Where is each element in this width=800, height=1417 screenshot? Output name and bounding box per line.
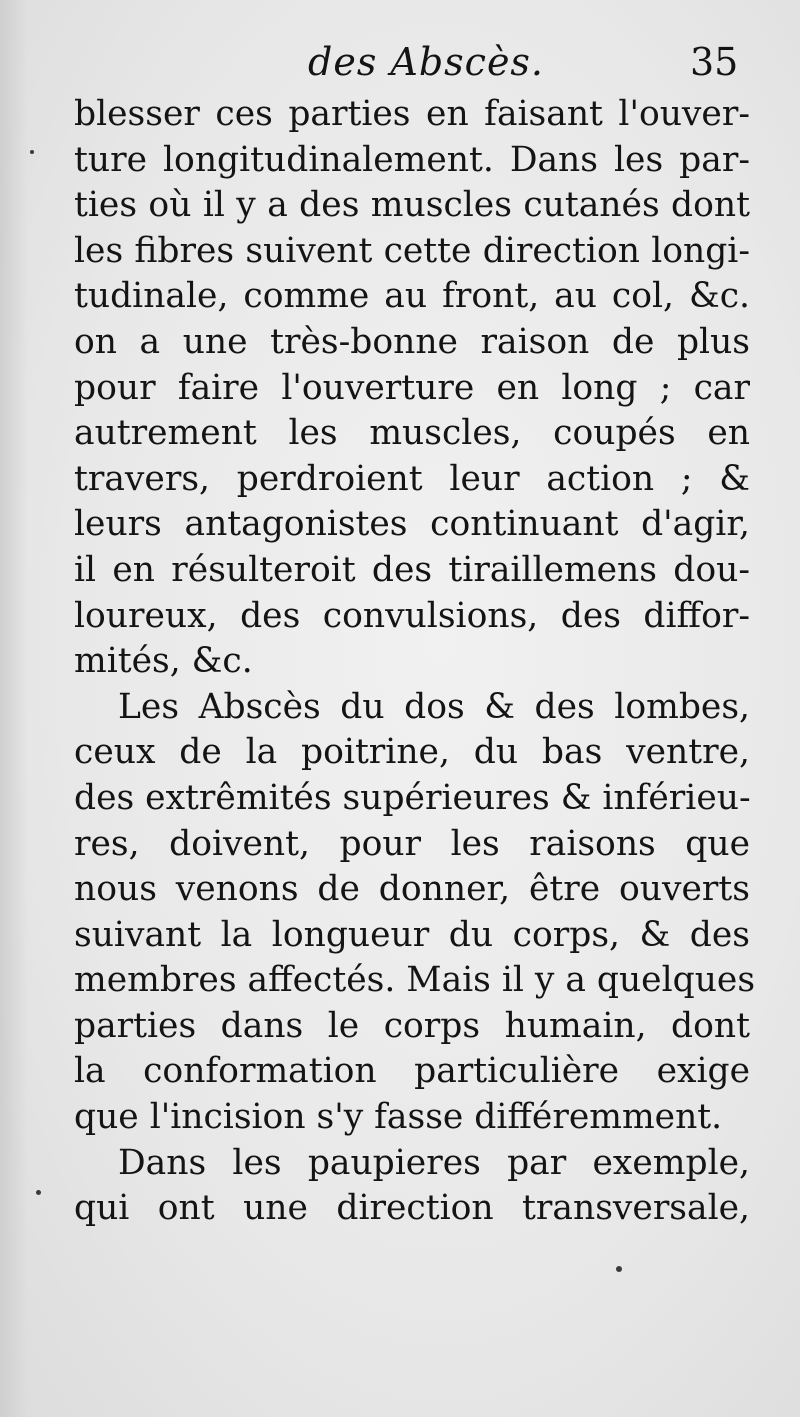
text-line: parties dans le corps humain, dont [74, 1005, 750, 1046]
running-head: des Abscès. [308, 40, 545, 84]
text-line: pour faire l'ouverture en long ; car [74, 367, 750, 408]
text-line: ceux de la poitrine, du bas ventre, [74, 732, 750, 773]
ink-speck [36, 1190, 41, 1195]
text-line: leurs antagonistes continuant d'agir, [74, 504, 750, 545]
body-text [74, 92, 756, 1232]
text-line: tudinale, comme au front, au col, &c. [74, 276, 750, 317]
paragraph-first-line: Les Abscès du dos & des lombes, [118, 686, 750, 727]
text-line: membres affectés. Mais il y a quelques [74, 960, 756, 1001]
text-line: loureux, des convulsions, des diffor- [74, 595, 750, 636]
text-line: autrement les muscles, coupés en [74, 413, 750, 454]
text-line: suivant la longueur du corps, & des [74, 914, 750, 955]
text-line: ties où il y a des muscles cutanés dont [74, 185, 750, 226]
text-line: res, doivent, pour les raisons que [74, 823, 750, 864]
text-line: les fibres suivent cette direction longi- [74, 230, 750, 271]
text-line: des extrêmités supérieures & inférieu- [74, 777, 751, 818]
text-line: blesser ces parties en faisant l'ouver- [74, 94, 750, 134]
text-line: on a une très-bonne raison de plus [74, 321, 750, 362]
ink-speck [30, 150, 34, 154]
text-line: il en résulteroit des tiraillemens dou- [74, 549, 750, 590]
text-line: nous venons de donner, être ouverts [74, 869, 750, 910]
page-number: 35 [690, 40, 739, 84]
ink-speck [616, 1266, 622, 1272]
text-line: mités, &c. [74, 641, 253, 682]
page-edge-shadow [0, 0, 28, 1417]
text-line: travers, perdroient leur action ; & [74, 458, 750, 499]
text-line: la conformation particulière exige [74, 1051, 750, 1092]
text-line: qui ont une direction transversale, [74, 1188, 750, 1229]
text-line: que l'incision s'y fasse différemment. [74, 1097, 723, 1138]
paragraph-first-line: Dans les paupieres par exemple, [118, 1142, 750, 1183]
text-line: ture longitudinalement. Dans les par- [74, 139, 750, 180]
page-header [0, 38, 800, 98]
